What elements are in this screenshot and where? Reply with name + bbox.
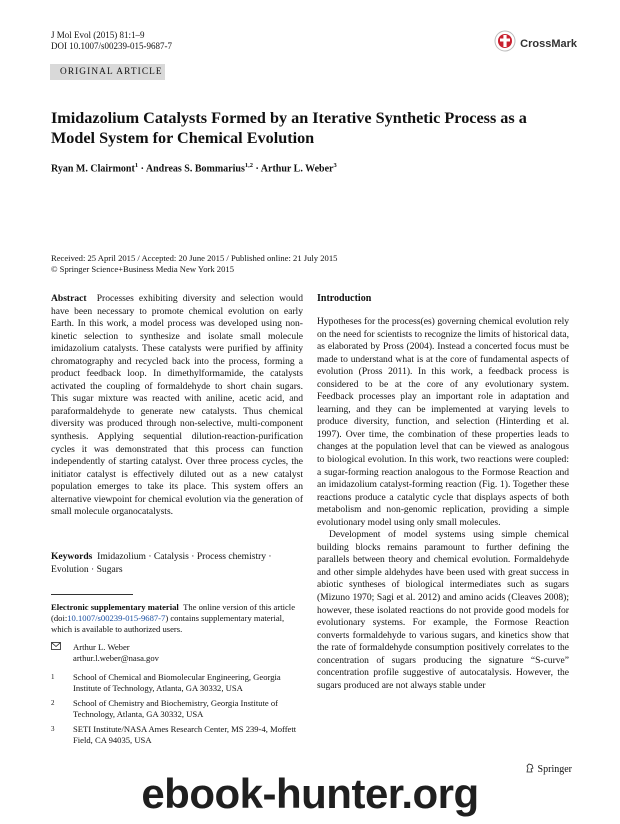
author-affiliation-ref: 3 [333,162,337,169]
esm-text-post: ) contains supplementary material, which is available to authorized users. [51,613,285,634]
affiliation-item [51,672,303,694]
abstract-label: Abstract [51,293,87,304]
author-affiliation-ref: 1,2 [244,162,253,169]
crossmark-icon [494,30,516,57]
paper-title: Imidazolium Catalysts Formed by an Iterative Synthetic Process as a Model System for Chemical Evolution [51,109,527,147]
watermark: ebook-hunter.org [141,770,479,817]
affiliation-number: 2 [51,699,55,707]
journal-doi: DOI 10.1007/s00239-015-9687-7 [51,41,172,51]
author-name[interactable]: Ryan M. Clairmont [51,163,135,175]
history-dates: Received: 25 April 2015 / Accepted: 20 June 2015 / Published online: 21 July 2015 [51,253,338,263]
author-affiliation-ref: 1 [134,162,139,169]
keywords [51,551,303,576]
intro-paragraph-1: Hypotheses for the process(es) governing chemical evolution rely on the need for scientists to recognize the limits of historical data, as elaborated by Pross (2004). Instead a concerted focus must be made to understand what is at the core of fundamental aspects of evolution (Pross 2011). In this work, a feedback process is considered to be at the core of any evolutionary system. Feedback processes play an important role in adaptation and learning, and they can be implemented at varying levels to produce diversity, function, and selection (Hinterding et al. 1997). Over time, the combination of these properties leads to changes at the population level that can be viewed as analogous to biological evolution. In this work, two reactions were coupled: a sugar-forming reaction analogous to the Formose Reaction and an imidazolium catalyst-forming reaction (Fig. 1). Together these reactions produce a catalytic cycle that displays aspects of both metabolism and non-genomic replication, providing a simple evolutionary model using only small molecules. [317,316,569,528]
affiliation-text: SETI Institute/NASA Ames Research Center, MS 239-4, Moffett Field, CA 94035, USA [73,724,297,745]
publication-dates [51,253,337,275]
esm-doi-link[interactable]: 10.1007/s00239-015-9687-7 [67,613,166,623]
author-list [51,162,337,174]
keywords-text: Imidazolium · Catalysis · Process chemistry · Evolution · Sugars [51,551,272,575]
affiliation-text: School of Chemistry and Biochemistry, Georgia Institute of Technology, Atlanta, GA 30332, USA [73,698,279,719]
footnote-divider [51,594,133,595]
abstract [51,293,303,519]
esm-text-pre: The online version of this article (doi: [51,602,296,623]
affiliation-text: School of Chemical and Biomolecular Engineering, Georgia Institute of Technology, Atlanta, GA 30332, USA [73,672,281,693]
contact-name: Arthur L. Weber [73,642,130,652]
supplementary-note [51,602,303,635]
introduction-body [317,316,569,692]
journal-citation: J Mol Evol (2015) 81:1–9 [51,30,145,40]
envelope-icon [51,642,73,653]
affiliation-item [51,698,303,720]
author-separator: · [138,163,146,175]
keywords-label: Keywords [51,551,93,562]
affiliation-number: 3 [51,725,55,733]
author-name[interactable]: Arthur L. Weber [260,163,334,175]
publisher-name: Springer [537,764,572,775]
affiliation-number: 1 [51,673,55,681]
contact-email[interactable]: arthur.l.weber@nasa.gov [73,653,159,663]
esm-label: Electronic supplementary material [51,602,179,612]
abstract-text: Processes exhibiting diversity and selection would have been necessary to promote chemical evolution on early Earth. In this work, a model process was developed using non-kinetic selection to synthesize and isolate small molecule imidazolium catalysts. These catalysts were purified by affinity chromatography and recycled back into the process, forming a product feedback loop. In dimethylformamide, the catalysts activated the coupling of formaldehyde to short chain sugars. This sugar mixture was reacted with aniline, acetic acid, and paraformaldehyde to generate new catalysts. Thus chemical diversity was produced through non-selective, multi-component synthesis. Applying sequential dilution-reaction-purification cycles it was demonstrated that this process can function independently of starting catalyst. Over three process cycles, the initiator catalyst is effectively diluted out as a new catalyst population emerges to take its place. This system offers an alternative viewpoint for chemical evolution via the generation of small molecule organocatalysts. [51,293,303,518]
copyright-line: © Springer Science+Business Media New York 2015 [51,264,234,274]
intro-paragraph-2: Development of model systems using simple chemical building blocks remains paramount to further defining the parallels between theory and chemical evolution. Formaldehyde and other simple aldehydes have been used with great success in abiotic syntheses of biological intermediates such as sugars (Mizuno 1970; Sagi et al. 2012) and amino acids (Cleaves 2008); however, these isolated reactions do not provide good models for evolutionary systems. For example, the Formose Reaction converts formaldehyde to various sugars, and kinetics show that the rate of formaldehyde consumption positively correlates to the concentration of sugars producing the signature “S-curve” concentration profile suggestive of autocatalysis. However, the sugars produced are not always stable under [317,529,569,691]
affiliation-item [51,724,303,746]
section-label: ORIGINAL ARTICLE [50,64,165,80]
author-name[interactable]: Andreas S. Bommarius [145,163,245,175]
crossmark-label: CrossMark [520,37,577,50]
author-separator: · [252,163,261,175]
introduction-heading: Introduction [317,293,372,304]
corresponding-author [51,642,303,664]
crossmark-badge[interactable] [494,30,577,57]
